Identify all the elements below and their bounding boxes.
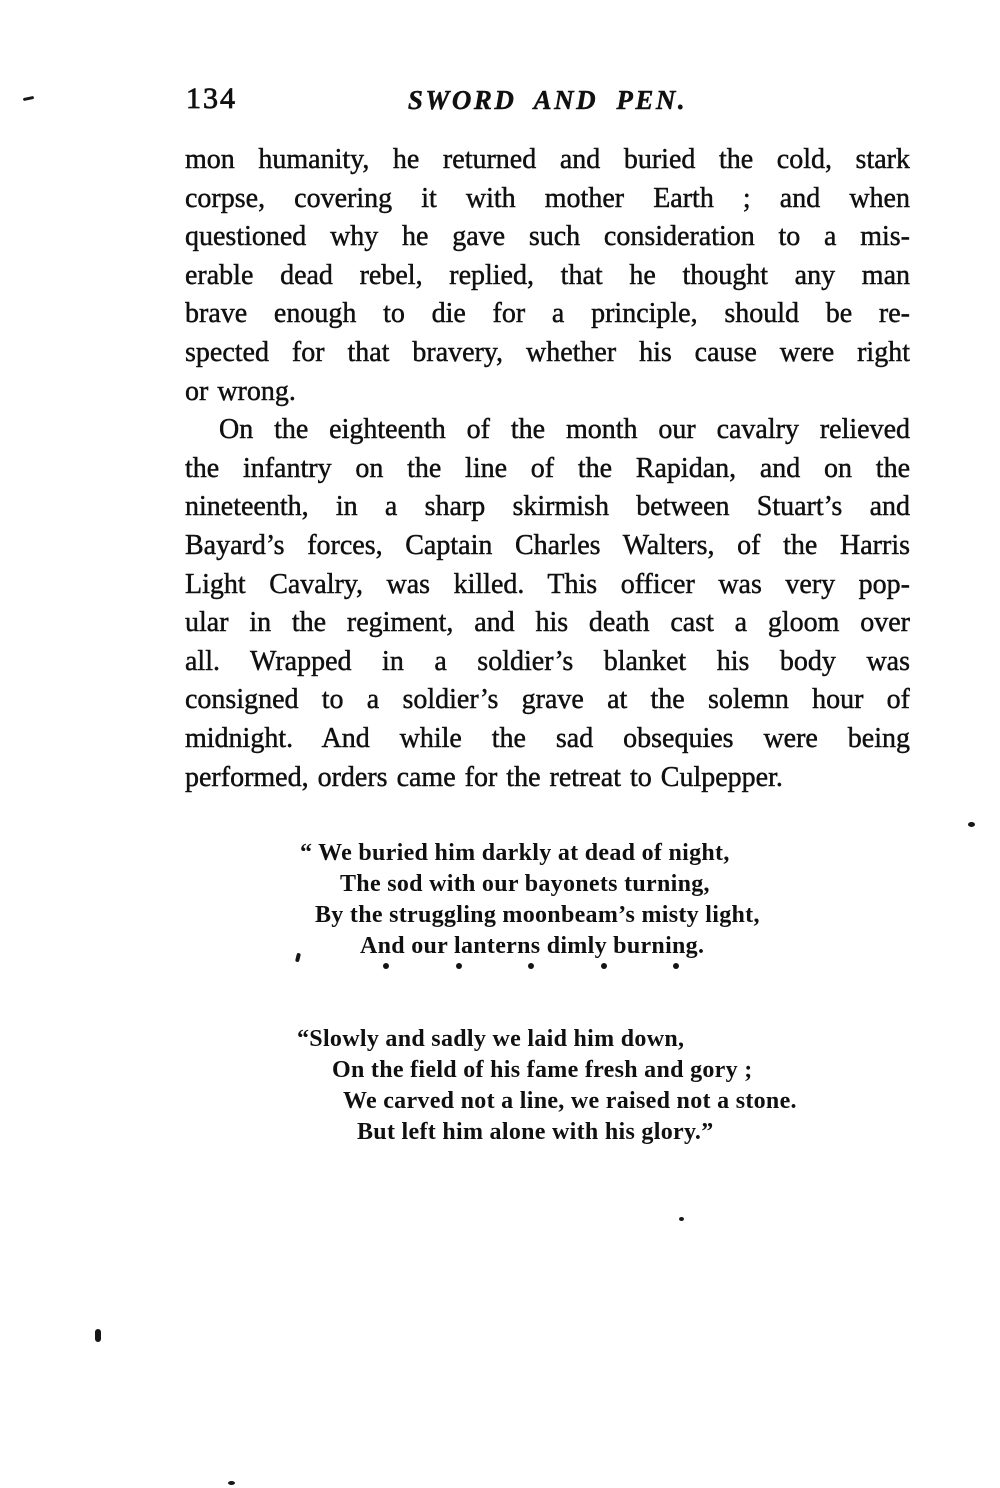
running-header-title: SWORD AND PEN. xyxy=(407,85,688,115)
body-line: mon humanity, he returned and buried the cold, stark xyxy=(185,144,910,175)
poem-line: We carved not a line, we raised not a stone. xyxy=(343,1088,797,1114)
scan-artifact xyxy=(968,822,975,827)
poem-line: “Slowly and sadly we laid him down, xyxy=(297,1026,685,1052)
scan-artifact xyxy=(95,1329,101,1342)
poem-line: By the struggling moonbeam’s misty light, xyxy=(315,902,760,928)
body-line: Bayard’s forces, Captain Charles Walters, of the Harris xyxy=(185,529,910,561)
poem-quotation xyxy=(185,838,910,1148)
poem-line: The sod with our bayonets turning, xyxy=(340,871,710,897)
body-line: or wrong. xyxy=(185,375,296,407)
body-line: ular in the regiment, and his death cast a gloom over xyxy=(185,607,910,639)
poem-stanza-1 xyxy=(185,838,910,962)
poem-line: On the field of his fame fresh and gory ; xyxy=(332,1057,753,1083)
body-line: the infantry on the line of the Rapidan, and on the xyxy=(185,452,910,484)
body-line: Light Cavalry, was killed. This officer was very pop- xyxy=(185,568,910,600)
body-line: spected for that bravery, whether his cause were right xyxy=(185,336,910,368)
body-line: erable dead rebel, replied, that he thought any man xyxy=(185,259,910,291)
stanza-separator-dots xyxy=(383,963,679,969)
body-line: consigned to a soldier’s grave at the solemn hour of xyxy=(185,684,910,716)
poem-line: And our lanterns dimly burning. xyxy=(360,933,705,959)
body-line: brave enough to die for a principle, should be re- xyxy=(185,298,910,330)
stanza-gap xyxy=(185,993,910,1024)
scan-artifact xyxy=(228,1481,235,1485)
body-line: On the eighteenth of the month our cavalry relieved xyxy=(219,414,910,446)
poem-line: “ We buried him darkly at dead of night, xyxy=(300,840,730,866)
separator-dot xyxy=(383,963,389,969)
page-number: 134 xyxy=(186,82,237,115)
poem-stanza-2 xyxy=(185,1024,910,1148)
poem-line: But left him alone with his glory.” xyxy=(357,1119,714,1145)
body-line: midnight. And while the sad obsequies were being xyxy=(185,722,910,754)
body-line: nineteenth, in a sharp skirmish between Stuart’s and xyxy=(185,491,910,523)
separator-dot xyxy=(601,963,607,969)
separator-dot xyxy=(528,963,534,969)
body-line: questioned why he gave such consideration to a mis- xyxy=(185,221,910,253)
scan-artifact xyxy=(23,96,34,101)
body-line: performed, orders came for the retreat to Culpepper. xyxy=(185,761,783,793)
body-line: corpse, covering it with mother Earth ; and when xyxy=(185,182,910,214)
separator-dot xyxy=(456,963,462,969)
separator-dot xyxy=(673,963,679,969)
scan-artifact xyxy=(679,1217,684,1221)
body-line: all. Wrapped in a soldier’s blanket his body was xyxy=(185,645,910,677)
body-text xyxy=(185,141,910,797)
